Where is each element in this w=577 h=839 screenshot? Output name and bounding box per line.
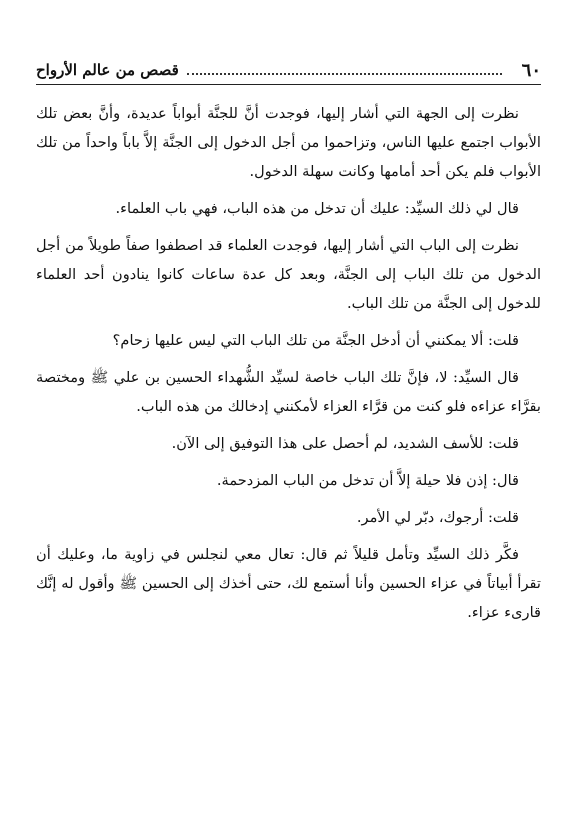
running-header [36, 56, 541, 85]
book-page [36, 56, 541, 819]
paragraph: قلت: للأسف الشديد، لم أحصل على هذا التوفيق إلى الآن. [171, 435, 519, 452]
paragraph: قال لي ذلك السيِّد: عليك أن تدخل من هذه الباب، فهي باب العلماء. [115, 200, 519, 217]
page-number: ٦٠ [521, 59, 541, 81]
paragraph: قال السيِّد: لا، فإنَّ تلك الباب خاصة لسيِّد الشُّهداء الحسين بن علي ﷺ ومختصة بقرَّاء عزاءه فلو كنت من قرَّاء العزاء لأمكنني إدخالك من هذه الباب. [36, 369, 541, 415]
paragraph: نظرت إلى الجهة التي أشار إليها، فوجدت أنَّ للجنَّة أبواباً عديدة، وأنَّ بعض تلك الأبواب اجتمع عليها الناس، وتزاحموا من أجل الدخول إلى الجنَّة إلاَّ باباً واحداً من تلك الأبواب فلم يكن أحد أمامها وكانت سهلة الدخول. [36, 105, 541, 180]
paragraph: نظرت إلى الباب التي أشار إليها، فوجدت العلماء قد اصطفوا صفاً طويلاً من أجل الدخول من تلك الباب إلى الجنَّة، وبعد كل عدة ساعات كانوا ينادون أحد العلماء للدخول إلى الجنَّة من تلك الباب. [36, 237, 541, 312]
book-title: قصص من عالم الأرواح [36, 61, 179, 79]
paragraph: قال: إذن فلا حيلة إلاَّ أن تدخل من الباب المزدحمة. [216, 472, 519, 489]
header-dotted-leader [187, 73, 502, 75]
paragraph: قلت: أرجوك، دبّر لي الأمر. [356, 509, 519, 526]
body-text [36, 99, 541, 627]
paragraph: فكَّر ذلك السيِّد وتأمل قليلاً ثم قال: تعال معي لنجلس في زاوية ما، وعليك أن تقرأ أبياتاً في عزاء الحسين وأنا أستمع لك، حتى أخذك إلى الحسين ﷺ وأقول له إنَّك قارىء عزاء. [36, 546, 541, 621]
paragraph: قلت: ألا يمكنني أن أدخل الجنَّة من تلك الباب التي ليس عليها زحام؟ [112, 332, 519, 349]
